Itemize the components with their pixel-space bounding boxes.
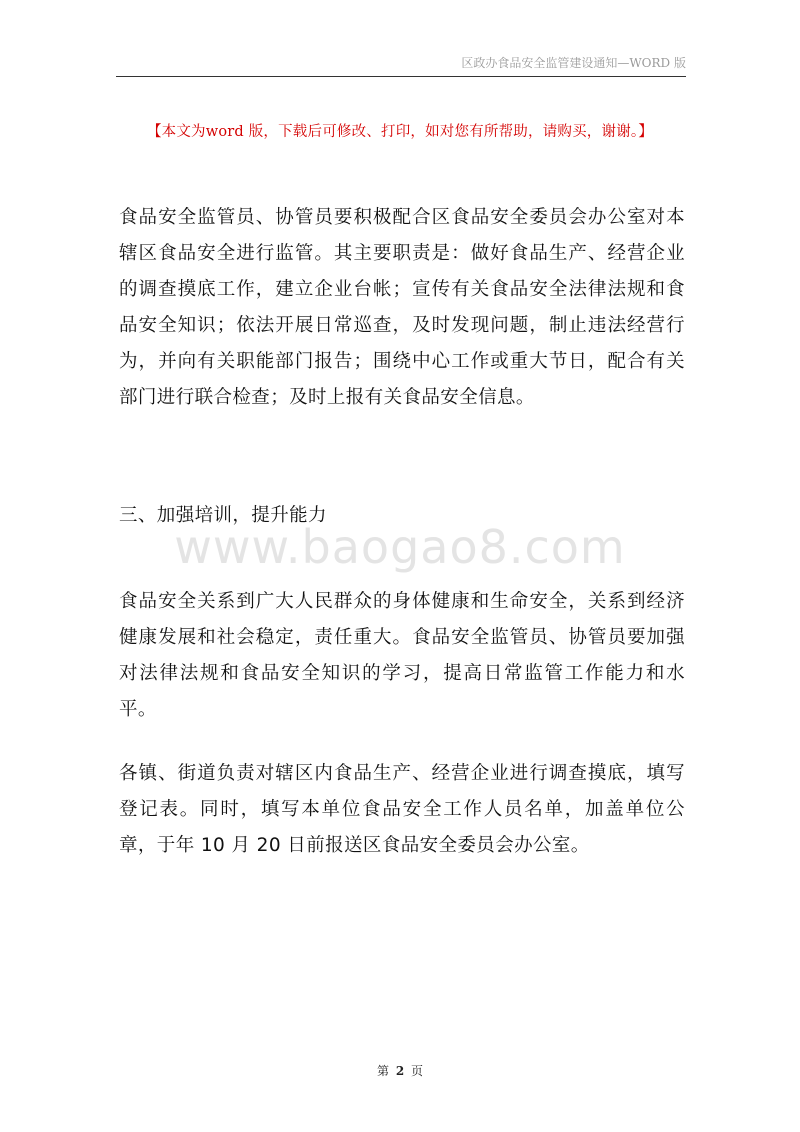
page-header (116, 52, 686, 77)
paragraph-duties: 食品安全监管员、协管员要积极配合区食品安全委员会办公室对本辖区食品安全进行监管。其主要职责是：做好食品生产、经营企业的调查摸底工作，建立企业台帐；宣传有关食品安全法律法规和食品安全知识；依法开展日常巡查，及时发现问题，制止违法经营行为，并向有关职能部门报告；围绕中心工作或重大节日，配合有关部门进行联合检查；及时上报有关食品安全信息。 (119, 207, 685, 408)
watermark: www.baogao8.com (174, 520, 626, 574)
page-footer (0, 1062, 800, 1079)
paragraph-training: 食品安全关系到广大人民群众的身体健康和生命安全，关系到经济健康发展和社会稳定，责任重大。食品安全监管员、协管员要加强对法律法规和食品安全知识的学习，提高日常监管工作能力和水平。 (119, 591, 685, 720)
section-heading-training: 三、加强培训，提升能力 (119, 505, 327, 526)
footer-prefix: 第 (376, 1064, 389, 1078)
page-number: 2 (395, 1064, 405, 1078)
header-title: 区政办食品安全监管建设通知—WORD 版 (461, 56, 686, 70)
paragraph-survey: 各镇、街道负责对辖区内食品生产、经营企业进行调查摸底，填写登记表。同时，填写本单位食品安全工作人员名单，加盖单位公章，于年 10 月 20 日前报送区食品安全委员会办公室。 (119, 763, 685, 856)
purchase-notice: 【本文为word 版，下载后可修改、打印，如对您有所帮助，请购买，谢谢。】 (146, 124, 654, 140)
footer-suffix: 页 (411, 1064, 424, 1078)
